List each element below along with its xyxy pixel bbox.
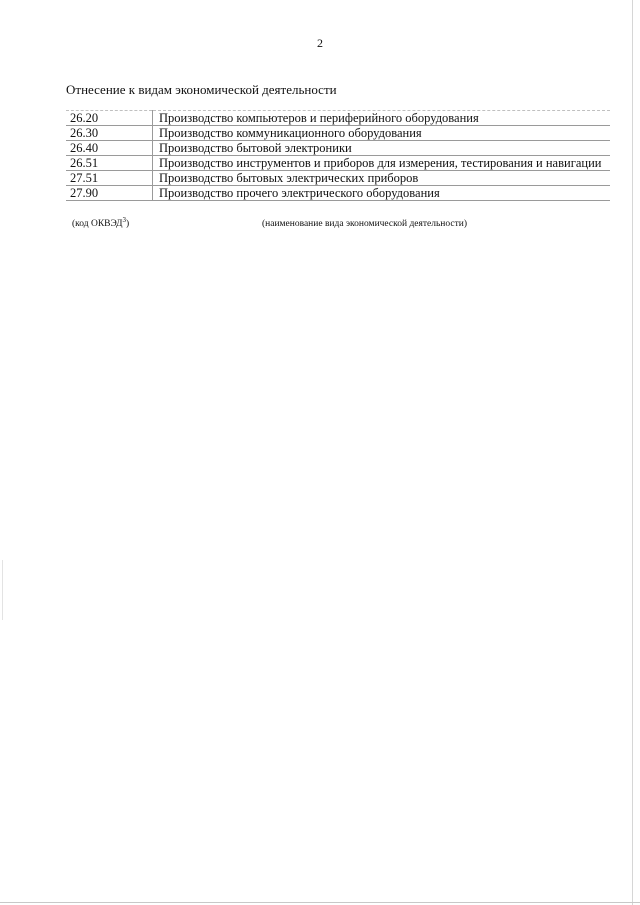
table-row [66, 126, 610, 141]
table-row [66, 186, 610, 201]
activity-name: Производство прочего электрического оборудования [153, 186, 611, 201]
okved-code: 26.40 [66, 141, 153, 156]
okved-code: 26.20 [66, 111, 153, 126]
section-heading: Отнесение к видам экономической деятельности [66, 82, 337, 97]
okved-code: 26.51 [66, 156, 153, 171]
scan-edge [0, 902, 640, 903]
code-caption-close: ) [125, 219, 130, 229]
code-caption [72, 215, 130, 229]
activity-name: Производство бытовой электроники [153, 141, 611, 156]
table-row [66, 171, 610, 186]
activity-name: Производство коммуникационного оборудования [153, 126, 611, 141]
okved-code: 27.51 [66, 171, 153, 186]
okved-table [66, 110, 610, 201]
okved-code: 27.90 [66, 186, 153, 201]
scan-edge [632, 0, 633, 905]
name-caption: (наименование вида экономической деятельности) [262, 219, 467, 229]
activity-name: Производство инструментов и приборов для измерения, тестирования и навигации [153, 156, 611, 171]
page-number: 2 [317, 36, 323, 50]
activity-name: Производство бытовых электрических приборов [153, 171, 611, 186]
footnote-marker: 3 [122, 215, 126, 224]
table-row [66, 141, 610, 156]
table-row [66, 111, 610, 126]
table-row [66, 156, 610, 171]
okved-code: 26.30 [66, 126, 153, 141]
code-caption-text: (код ОКВЭД [72, 219, 123, 229]
activity-name: Производство компьютеров и периферийного оборудования [153, 111, 611, 126]
scan-edge [2, 560, 3, 620]
